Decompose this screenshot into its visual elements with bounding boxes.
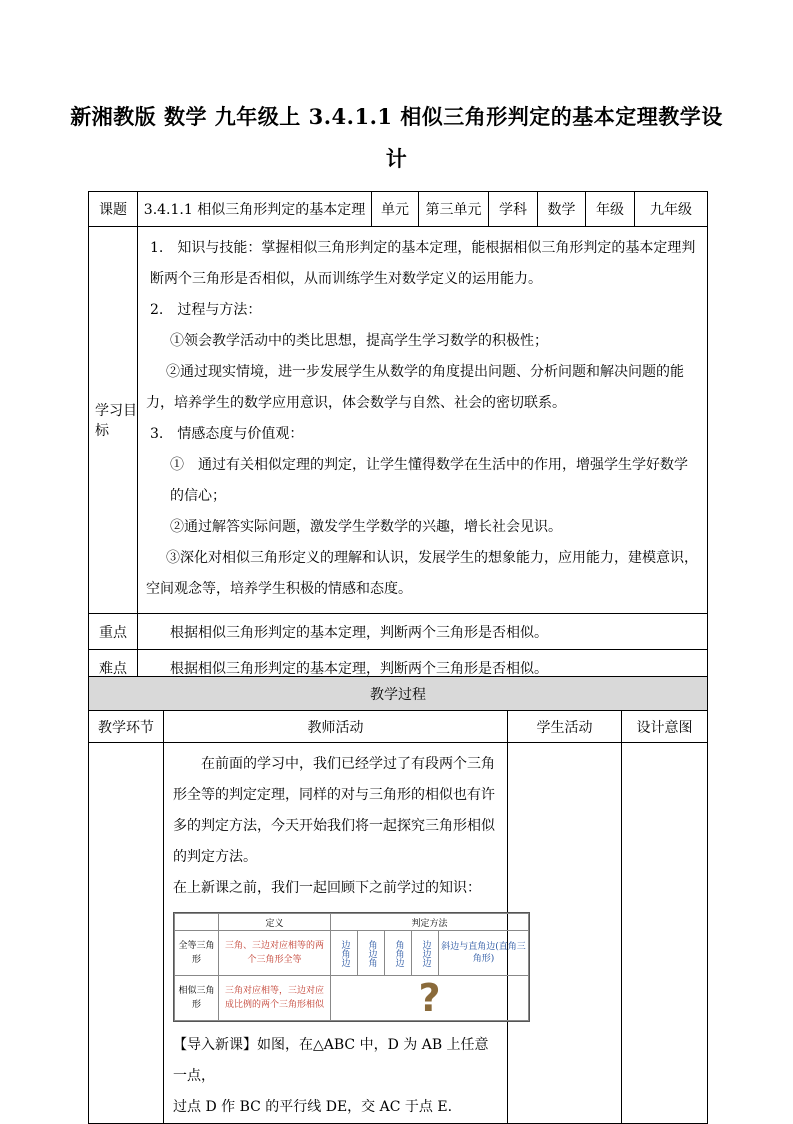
key-point-label: 重点 bbox=[89, 614, 138, 650]
objective-3c: ③深化对相似三角形定义的理解和认识，发展学生的想象能力，应用能力，建模意识，空间观念等，培养学生积极的情感和态度。 bbox=[146, 550, 698, 597]
method-asa: 角边角 bbox=[358, 931, 385, 976]
intro-line-2: 过点 D 作 BC 的平行线 DE，交 AC 于点 E. bbox=[173, 1099, 453, 1115]
objective-2b: ②通过现实情境，进一步发展学生从数学的角度提出问题、分析问题和解决问题的能力，培养学生的数学应用意识，体会数学与自然、社会的密切联系。 bbox=[146, 364, 684, 411]
review-line: 在上新课之前，我们一起回顾下之前学过的知识： bbox=[173, 880, 481, 896]
row-similar-def: 三角对应相等，三边对应成比例的两个三角形相似 bbox=[219, 976, 331, 1021]
intro-line-1: 【导入新课】如图，在△ABC 中，D 为 AB 上任意一点， bbox=[173, 1037, 489, 1084]
review-col-methods: 判定方法 bbox=[331, 914, 529, 931]
grade-label: 年级 bbox=[586, 192, 635, 227]
header-teacher: 教师活动 bbox=[164, 711, 508, 743]
subject-label: 学科 bbox=[489, 192, 538, 227]
grade-value: 九年级 bbox=[635, 192, 708, 227]
info-table bbox=[88, 191, 708, 686]
method-hl: 斜边与直角边(直角三角形) bbox=[439, 931, 529, 976]
objective-3b: ②通过解答实际问题，激发学生学数学的兴趣，增长社会见识。 bbox=[170, 519, 562, 535]
row-similar-label: 相似三角形 bbox=[175, 976, 219, 1021]
subject-value: 数学 bbox=[538, 192, 586, 227]
objective-3a: ① 通过有关相似定理的判定，让学生懂得数学在生活中的作用，增强学生学好数学的信心； bbox=[170, 457, 688, 504]
design-intent bbox=[622, 743, 708, 1124]
method-aas: 角角边 bbox=[385, 931, 412, 976]
method-sas: 边角边 bbox=[331, 931, 358, 976]
objectives-label: 学习目标 bbox=[89, 227, 138, 614]
question-mark-icon: ? bbox=[418, 976, 441, 1020]
objective-1: 1. 知识与技能：掌握相似三角形判定的基本定理，能根据相似三角形判定的基本定理判断两个三角形是否相似，从而训练学生对数学定义的运用能力。 bbox=[150, 240, 696, 287]
objective-3: 3. 情感态度与价值观： bbox=[150, 426, 304, 442]
row-congruent-def: 三角、三边对应相等的两个三角形全等 bbox=[219, 931, 331, 976]
objectives-content bbox=[138, 227, 708, 614]
review-col-definition: 定义 bbox=[219, 914, 331, 931]
row-congruent-label: 全等三角形 bbox=[175, 931, 219, 976]
difficulty-label: 难点 bbox=[89, 650, 138, 686]
objective-2: 2. 过程与方法： bbox=[150, 302, 262, 318]
key-point-text: 根据相似三角形判定的基本定理，判断两个三角形是否相似。 bbox=[138, 614, 708, 650]
objective-2a: ①领会教学活动中的类比思想，提高学生学习数学的积极性； bbox=[170, 333, 548, 349]
difficulty-text: 根据相似三角形判定的基本定理，判断两个三角形是否相似。 bbox=[138, 650, 708, 686]
header-student: 学生活动 bbox=[508, 711, 622, 743]
teacher-paragraph: 在前面的学习中，我们已经学过了有段两个三角形全等的判定定理，同样的对与三角形的相似也有许多的判定方法，今天开始我们将一起探究三角形相似的判定方法。 bbox=[173, 756, 495, 865]
unit-label: 单元 bbox=[372, 192, 419, 227]
page-title: 新湘教版 数学 九年级上 3.4.1.1 相似三角形判定的基本定理教学设计 bbox=[70, 104, 723, 171]
review-corner bbox=[175, 914, 219, 931]
method-sss: 边边边 bbox=[412, 931, 439, 976]
course-value: 3.4.1.1 相似三角形判定的基本定理 bbox=[138, 192, 372, 227]
teacher-activity bbox=[164, 743, 526, 1124]
review-table bbox=[174, 913, 529, 1021]
review-table-image bbox=[173, 912, 530, 1022]
header-stage: 教学环节 bbox=[89, 711, 164, 743]
process-table bbox=[88, 676, 708, 1124]
process-title: 教学过程 bbox=[89, 677, 708, 711]
unknown-methods bbox=[331, 976, 529, 1021]
course-label: 课题 bbox=[89, 192, 138, 227]
header-intent: 设计意图 bbox=[622, 711, 708, 743]
stage-cell bbox=[89, 743, 164, 1124]
unit-value: 第三单元 bbox=[419, 192, 489, 227]
